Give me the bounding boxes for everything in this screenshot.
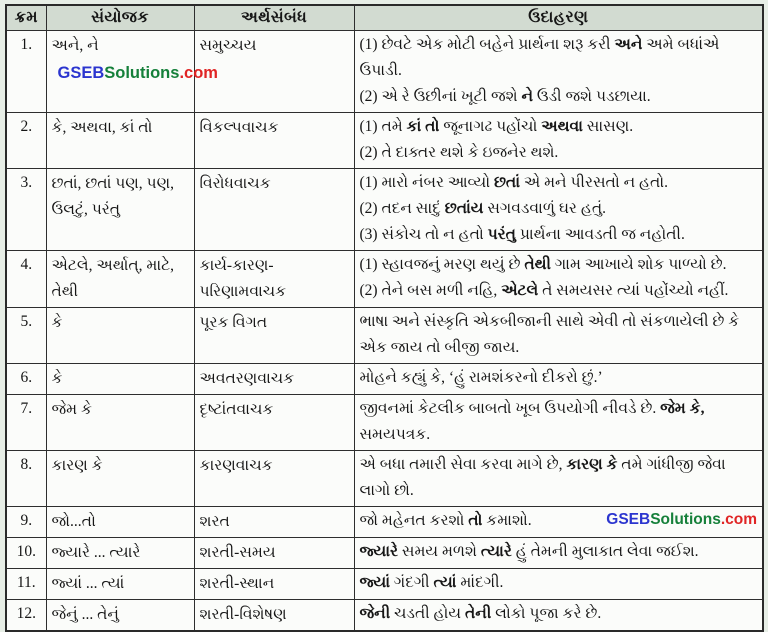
row-number-cell: 2. — [6, 113, 46, 169]
gseb-watermark-part: Solutions — [650, 511, 721, 528]
conjunction-text: છતાં, છતાં પણ, પણ, ઉલટું, પરંતુ — [51, 175, 175, 218]
conjunction-text: જ્યારે ... ત્યારે — [51, 544, 141, 561]
gseb-watermark-part: Solutions — [104, 64, 180, 82]
conjunction-cell — [46, 507, 194, 538]
conjunction-cell — [46, 569, 194, 600]
header-cell-arthsambandh: અર્થસંબંધ — [194, 5, 354, 31]
conjunction-text: કારણ કે — [51, 457, 103, 474]
table-row — [6, 507, 763, 538]
conjunction-table — [5, 4, 764, 632]
examples-cell — [354, 169, 763, 251]
table-row — [6, 308, 763, 364]
examples-cell — [354, 308, 763, 364]
gseb-watermark-part: .com — [720, 511, 757, 528]
table-row — [6, 538, 763, 569]
example-line: (2) તે દાક્તર થશે કે ઇજનેર થશે. — [359, 144, 559, 161]
table-row — [6, 364, 763, 395]
gseb-watermark-part: .com — [179, 64, 218, 82]
conjunction-cell — [46, 169, 194, 251]
relation-cell: વિકલ્પવાચક — [194, 113, 354, 169]
relation-cell: શરતી-વિશેષણ — [194, 600, 354, 632]
row-number-cell: 12. — [6, 600, 46, 632]
conjunction-text: કે, અથવા, કાં તો — [51, 119, 153, 136]
examples-cell — [354, 395, 763, 451]
example-line: જ્યારે સમય મળશે ત્યારે હું તેમની મુલાકાત લેવા જઈશ. — [359, 543, 699, 560]
header-cell-sanyojak: સંયોજક — [46, 5, 194, 31]
relation-cell: કારણવાચક — [194, 451, 354, 507]
example-line: (2) તદન સાદું છતાંય સગવડવાળું ઘર હતું. — [359, 200, 606, 217]
examples-cell — [354, 507, 763, 538]
table-row — [6, 251, 763, 308]
relation-cell: વિરોધવાચક — [194, 169, 354, 251]
relation-cell: અવતરણવાચક — [194, 364, 354, 395]
example-line: જીવનમાં કેટલીક બાબતો ખૂબ ઉપયોગી નીવડે છે. જેમ કે, સમયપત્રક. — [359, 400, 705, 443]
table-row — [6, 395, 763, 451]
row-number-cell: 7. — [6, 395, 46, 451]
conjunction-cell — [46, 308, 194, 364]
relation-cell: શરત — [194, 507, 354, 538]
row-number-cell: 1. — [6, 31, 46, 113]
conjunction-cell — [46, 251, 194, 308]
example-line: જેની ચડતી હોય તેની લોકો પૂજા કરે છે. — [359, 605, 602, 622]
header-cell-kram: ક્રમ — [6, 5, 46, 31]
conjunction-text: એટલે, અર્થાત્, માટે, તેથી — [51, 257, 175, 300]
conjunction-cell — [46, 451, 194, 507]
row-number-cell: 3. — [6, 169, 46, 251]
table-row — [6, 31, 763, 113]
table-row — [6, 569, 763, 600]
gseb-watermark-part: GSEB — [606, 511, 651, 528]
table-row — [6, 451, 763, 507]
example-line: (1) સ્હાવજનું મરણ થયું છે તેથી ગામ આખાયે શોક પાળ્યો છે. — [359, 256, 727, 273]
example-line: (2) તેને બસ મળી નહિ, એટલે તે સમયસર ત્યાં પહોંચ્યો નહીં. — [359, 282, 729, 299]
example-line: જો મહેનત કરશો તો કમાશો. GSEBSolutions.com — [360, 508, 758, 534]
examples-cell — [354, 364, 763, 395]
conjunction-text: જેમ કે — [51, 401, 92, 418]
conjunction-text: કે — [51, 370, 63, 387]
row-number-cell: 10. — [6, 538, 46, 569]
examples-cell — [354, 251, 763, 308]
row-number-cell: 6. — [6, 364, 46, 395]
row-number-cell: 11. — [6, 569, 46, 600]
conjunction-text: અને, ને — [51, 37, 99, 54]
conjunction-cell — [46, 538, 194, 569]
gseb-watermark-part: GSEB — [57, 64, 105, 82]
conjunction-cell — [46, 113, 194, 169]
example-line: (2) એ રે ઉછીનાં ખૂટી જશે ને ઉડી જશે પડછાયા. — [359, 88, 651, 105]
relation-cell: સમુચ્ચય — [194, 31, 354, 113]
example-line: ભાષા અને સંસ્કૃતિ એકબીજાની સાથે એવી તો સંકળાયેલી છે કે એક જાય તો બીજી જાય. — [359, 313, 740, 356]
row-number-cell: 5. — [6, 308, 46, 364]
gseb-watermark — [52, 61, 218, 85]
table-body — [6, 31, 763, 632]
example-line: (3) સંકોચ તો ન હતો પરંતુ પ્રાર્થના આવડતી જ નહોતી. — [359, 226, 685, 243]
header-cell-udaharan: ઉદાહરણ — [354, 5, 763, 31]
examples-cell — [354, 600, 763, 632]
conjunction-text: જેનું ... તેનું — [51, 606, 119, 623]
example-line: (1) છેવટે એક મોટી બહેને પ્રાર્થના શરૂ કરી અને અમે બધાંએ ઉપાડી. — [359, 36, 720, 79]
conjunction-cell — [46, 31, 218, 113]
conjunction-text: જ્યાં ... ત્યાં — [51, 575, 125, 592]
table-row — [6, 169, 763, 251]
conjunction-cell — [46, 600, 194, 632]
table-row — [6, 113, 763, 169]
row-number-cell: 4. — [6, 251, 46, 308]
examples-cell — [354, 31, 763, 113]
example-line: (1) તમે કાં તો જૂનાગઢ પહોંચો અથવા સાસણ. — [359, 118, 634, 135]
relation-cell: કાર્ય-કારણ-પરિણામવાચક — [194, 251, 354, 308]
examples-cell — [354, 113, 763, 169]
conjunction-text: કે — [51, 314, 63, 331]
examples-cell — [354, 569, 763, 600]
example-line: જ્યાં ગંદગી ત્યાં માંદગી. — [359, 574, 504, 591]
example-line: મોહને કહ્યું કે, ‘હું રામશંકરનો દીકરો છું.’ — [359, 369, 603, 386]
relation-cell: શરતી-સમય — [194, 538, 354, 569]
relation-cell: પૂરક વિગત — [194, 308, 354, 364]
relation-cell: દૃષ્ટાંતવાચક — [194, 395, 354, 451]
row-number-cell: 8. — [6, 451, 46, 507]
example-line: એ બધા તમારી સેવા કરવા માગે છે, કારણ કે તમે ગાંધીજી જેવા લાગો છો. — [359, 456, 726, 499]
example-line: (1) મારો નંબર આવ્યો છતાં એ મને પીરસતો ન હતો. — [359, 174, 669, 191]
conjunction-text: જો...તો — [51, 513, 96, 530]
relation-cell: શરતી-સ્થાન — [194, 569, 354, 600]
table-row — [6, 600, 763, 632]
conjunction-cell — [46, 364, 194, 395]
table-header-row — [6, 5, 763, 31]
row-number-cell: 9. — [6, 507, 46, 538]
examples-cell — [354, 451, 763, 507]
gseb-watermark — [606, 508, 757, 532]
conjunction-cell — [46, 395, 194, 451]
examples-cell — [354, 538, 763, 569]
